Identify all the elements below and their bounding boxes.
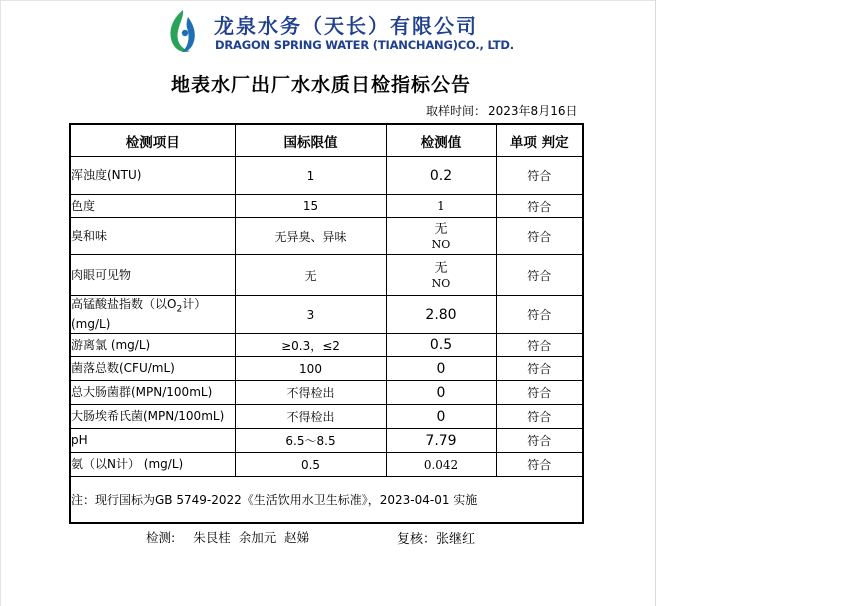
row-item: 游离氯 (mg/L) [70,334,235,357]
row-limit: 3 [235,296,386,334]
table-row [70,429,583,453]
row-value: 1 [386,195,496,218]
table-row [70,357,583,381]
table-row [70,255,583,296]
footer-tested-by [146,528,309,546]
row-item: pH [70,429,235,453]
row-limit: 100 [235,357,386,381]
row-item-unit: (mg/L) [71,317,111,332]
row-judge: 符合 [496,195,583,218]
row-value-main: 无 [434,260,448,276]
row-value: 2.80 [386,296,496,334]
row-item: 氨（以N计） (mg/L) [70,453,235,477]
row-judge: 符合 [496,429,583,453]
table-note-row [70,477,583,524]
row-value: 0 [386,381,496,405]
row-value: 0 [386,405,496,429]
row-item-text: 高锰酸盐指数（以O [71,296,177,311]
tested-label: 检测: [146,530,176,545]
column-header-item: 检测项目 [70,124,235,157]
row-value: 0.2 [386,157,496,195]
page-title: 地表水厂出厂水水质日检指标公告 [171,74,472,96]
row-limit: 15 [235,195,386,218]
table-row [70,453,583,477]
row-item [70,296,235,334]
dragon-spring-logo-icon [166,9,198,55]
row-value [386,218,496,255]
row-item: 浑浊度(NTU) [70,157,235,195]
row-item: 总大肠菌群(MPN/100mL) [70,381,235,405]
row-judge: 符合 [496,296,583,334]
row-item: 肉眼可见物 [70,255,235,296]
sample-time-label: 取样时间： [426,104,487,118]
row-item: 色度 [70,195,235,218]
column-header-limit: 国标限值 [235,124,386,157]
sheet-top-edge [0,0,656,1]
row-limit: 不得检出 [235,405,386,429]
review-name: 张继红 [436,532,476,547]
row-value: 7.79 [386,429,496,453]
row-limit: ≥0.3，≤2 [235,334,386,357]
company-name-cn: 龙泉水务（天长）有限公司 [214,14,478,38]
row-value: 0.5 [386,334,496,357]
row-judge: 符合 [496,334,583,357]
row-judge: 符合 [496,218,583,255]
table-row [70,296,583,334]
table-note: 注：现行国标为GB 5749-2022《生活饮用水卫生标准》，2023-04-01 实施 [70,477,583,524]
table-row [70,334,583,357]
row-value-sub: NO [431,276,451,290]
row-value-sub: NO [431,237,451,251]
sheet-right-edge [655,0,656,606]
row-judge: 符合 [496,453,583,477]
table-row [70,381,583,405]
sample-time-value: 2023年8月16日 [488,104,578,118]
row-item-text-end: 计） [182,296,207,311]
row-limit: 不得检出 [235,381,386,405]
row-judge: 符合 [496,357,583,381]
row-judge: 符合 [496,381,583,405]
row-item: 大肠埃希氏菌(MPN/100mL) [70,405,235,429]
row-item: 臭和味 [70,218,235,255]
sheet-left-edge [0,0,1,606]
sample-time [426,102,577,119]
table-row [70,405,583,429]
row-judge: 符合 [496,157,583,195]
footer-reviewed-by [397,528,475,547]
column-header-value: 检测值 [386,124,496,157]
tested-names: 朱艮桂 余加元 赵娣 [193,530,310,545]
company-name-en: DRAGON SPRING WATER (TIANCHANG)CO., LTD. [215,38,514,52]
row-limit: 无异臭、异味 [235,218,386,255]
table-row [70,195,583,218]
table-row [70,157,583,195]
row-value: 0.042 [386,453,496,477]
row-judge: 符合 [496,405,583,429]
column-header-judge: 单项 判定 [496,124,583,157]
water-quality-table [69,123,584,524]
row-value [386,255,496,296]
row-limit: 6.5～8.5 [235,429,386,453]
row-limit: 无 [235,255,386,296]
row-value-main: 无 [434,221,448,237]
table-header-row [70,124,583,157]
row-item-subscript: 2 [176,304,183,315]
row-limit: 1 [235,157,386,195]
row-judge: 符合 [496,255,583,296]
table-row [70,218,583,255]
row-limit: 0.5 [235,453,386,477]
review-label: 复核： [397,532,437,547]
row-item: 菌落总数(CFU/mL) [70,357,235,381]
row-value: 0 [386,357,496,381]
